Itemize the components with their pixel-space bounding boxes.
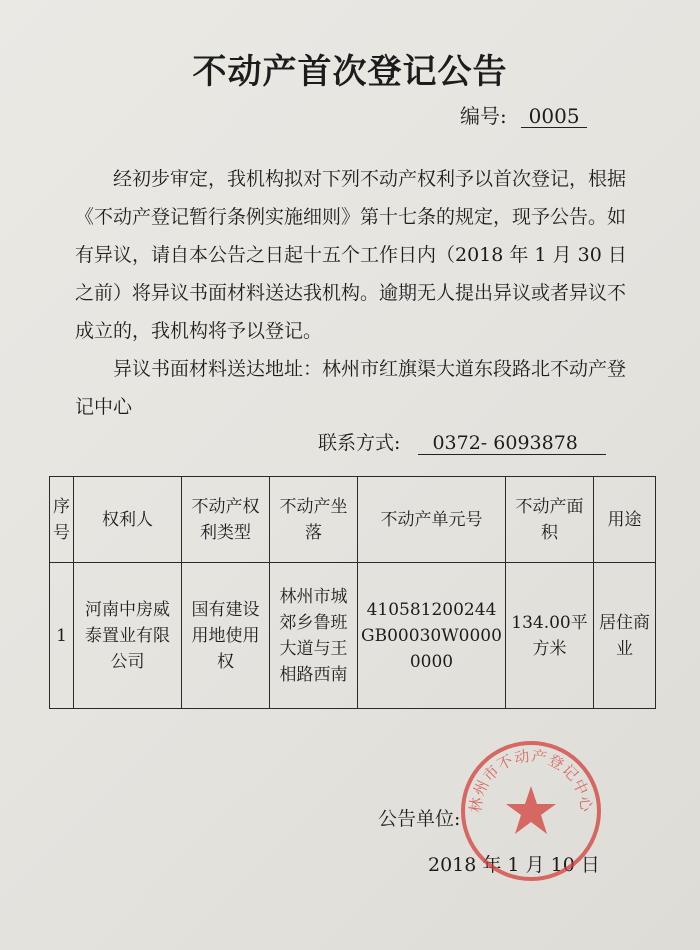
body-paragraph-1: 经初步审定，我机构拟对下列不动产权利予以首次登记，根据《不动产登记暂行条例实施细则》第十七条的规定，现予公告。如有异议，请自本公告之日起十五个工作日内（2018 年 1 月 30 日之前）将异议书面材料送达我机构。逾期无人提出异议或者异议不成立的，我机构将予以登记。: [75, 168, 627, 342]
seal-text: 林州市不动产登记中心: [466, 746, 596, 814]
cell-usage: 居住商业: [594, 563, 656, 709]
table-header-row: [50, 477, 656, 563]
contact-info: [318, 428, 606, 455]
header-unit-no: 不动产单元号: [358, 477, 506, 563]
notice-number: [460, 100, 587, 129]
issuer-label: 公告单位:: [378, 808, 461, 830]
number-label: 编号:: [460, 104, 507, 128]
number-value: 0005: [521, 105, 587, 128]
header-seq: 序号: [50, 477, 74, 563]
contact-label: 联系方式:: [318, 432, 401, 454]
seal-star-icon: [506, 786, 556, 834]
cell-seq: 1: [50, 563, 74, 709]
cell-right-type: 国有建设用地使用权: [182, 563, 270, 709]
table-row: [50, 563, 656, 709]
header-right-type: 不动产权利类型: [182, 477, 270, 563]
header-area: 不动产面积: [506, 477, 594, 563]
notice-body: [75, 160, 635, 426]
header-usage: 用途: [594, 477, 656, 563]
cell-owner: 河南中房威泰置业有限公司: [74, 563, 182, 709]
header-location: 不动产坐落: [270, 477, 358, 563]
header-owner: 权利人: [74, 477, 182, 563]
body-paragraph-2: 异议书面材料送达地址：林州市红旗渠大道东段路北不动产登记中心: [75, 358, 627, 418]
cell-unit-no: 410581200244GB00030W00000000: [358, 563, 506, 709]
cell-area: 134.00平方米: [506, 563, 594, 709]
contact-value: 0372- 6093878: [418, 433, 606, 455]
registration-table: [49, 476, 656, 709]
notice-title: 不动产首次登记公告: [192, 52, 508, 92]
cell-location: 林州市城郊乡鲁班大道与王相路西南: [270, 563, 358, 709]
notice-date: 2018 年 1 月 10 日: [428, 854, 600, 876]
